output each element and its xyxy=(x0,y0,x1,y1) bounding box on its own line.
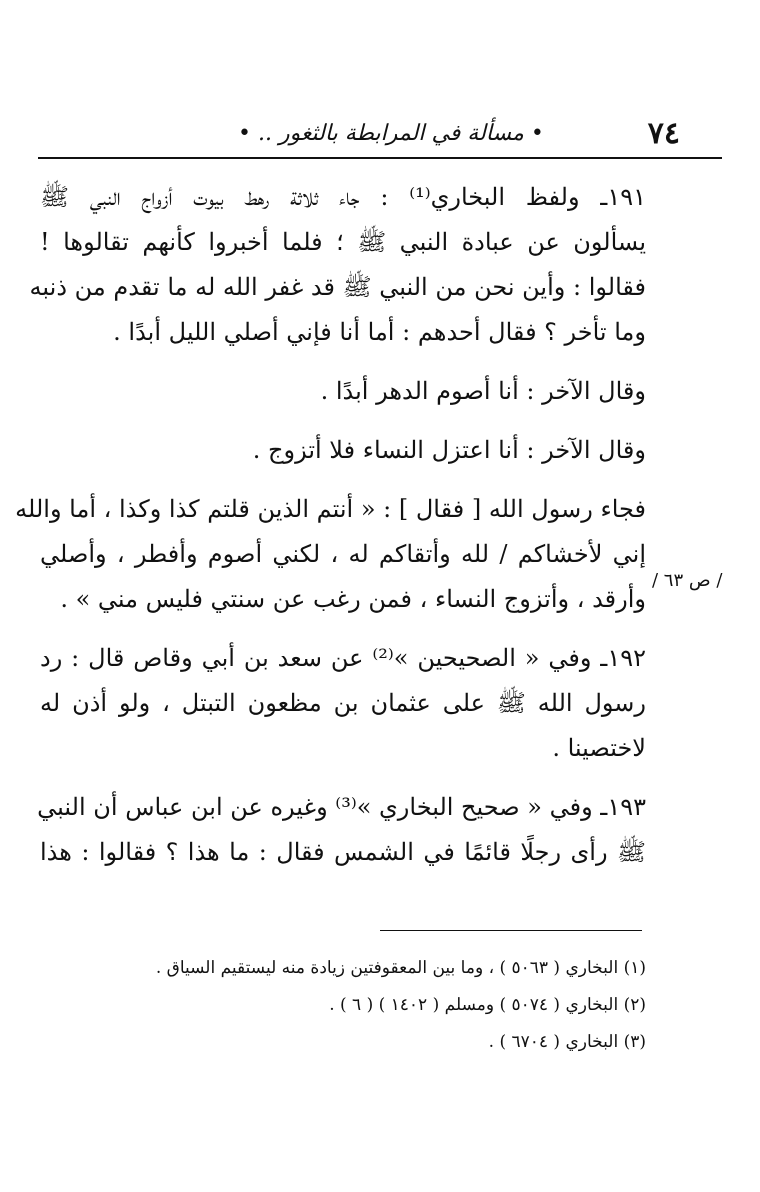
text-line: وما تأخر ؟ فقال أحدهم : أما أنا فإني أصلي الليل أبدًا . xyxy=(113,318,646,346)
text-line: لاختصينا . xyxy=(552,734,646,762)
paragraph-prophet-reply xyxy=(15,487,646,622)
footnote-separator xyxy=(380,930,642,931)
paragraph-third-saying xyxy=(40,428,646,473)
paragraph-second-saying xyxy=(40,369,646,414)
text-line: يسألون عن عبادة النبي ﷺ ؛ فلما أخبروا كأنهم تقالوها ! xyxy=(40,228,646,256)
paragraph-192 xyxy=(40,636,646,771)
main-text xyxy=(15,175,647,889)
text-line: ﷺ رأى رجلًا قائمًا في الشمس فقال : ما هذا ؟ فقالوا : هذا xyxy=(40,838,646,866)
text-line: فقالوا : وأين نحن من النبي ﷺ قد غفر الله له ما تقدم من ذنبه xyxy=(29,273,646,301)
footnote-2: (٢) البخاري ( ٥٠٧٤ ) ومسلم ( ١٤٠٢ ) ( ٦ ) . xyxy=(329,995,646,1015)
text-line: رسول الله ﷺ على عثمان بن مظعون التبتل ، ولو أذن له xyxy=(40,689,646,717)
text-line: إني لأخشاكم / لله وأتقاكم له ، لكني أصوم وأفطر ، وأصلي xyxy=(40,540,646,568)
paragraph-191 xyxy=(29,175,646,355)
footnote-1: (١) البخاري ( ٥٠٦٣ ) ، وما بين المعقوفتين زيادة منه ليستقيم السياق . xyxy=(155,958,646,978)
running-title: • مسألة في المرابطة بالثغور .. • xyxy=(238,121,544,146)
paragraph-193 xyxy=(37,785,646,875)
text-line: وأرقد ، وأتزوج النساء ، فمن رغب عن سنتي فليس مني » . xyxy=(60,585,646,613)
footnotes xyxy=(40,950,646,1061)
page-number: ٧٤ xyxy=(647,116,680,151)
text-line: ١٩٣ـ وفي « صحيح البخاري »⁽³⁾ وغيره عن ابن عباس أن النبي xyxy=(37,793,646,821)
footnote-3: (٣) البخاري ( ٦٧٠٤ ) . xyxy=(488,1032,646,1052)
text-line: ١٩٢ـ وفي « الصحيحين »⁽²⁾ عن سعد بن أبي وقاص قال : رد xyxy=(40,644,647,672)
text-line: وقال الآخر : أنا اعتزل النساء فلا أتزوج . xyxy=(252,436,646,464)
text-line: وقال الآخر : أنا أصوم الدهر أبدًا . xyxy=(320,377,646,405)
margin-page-reference: / ص ٦٣ / xyxy=(652,570,723,591)
header-rule xyxy=(38,157,722,159)
page-header xyxy=(38,110,722,158)
text-line: فجاء رسول الله [ فقال ] : « أنتم الذين قلتم كذا وكذا ، أما والله xyxy=(15,495,646,523)
text-line: ١٩١ـ ولفظ البخاري⁽¹⁾ : جاء ثلاثة رهط بيوت أزواج النبي ﷺ xyxy=(40,183,646,211)
